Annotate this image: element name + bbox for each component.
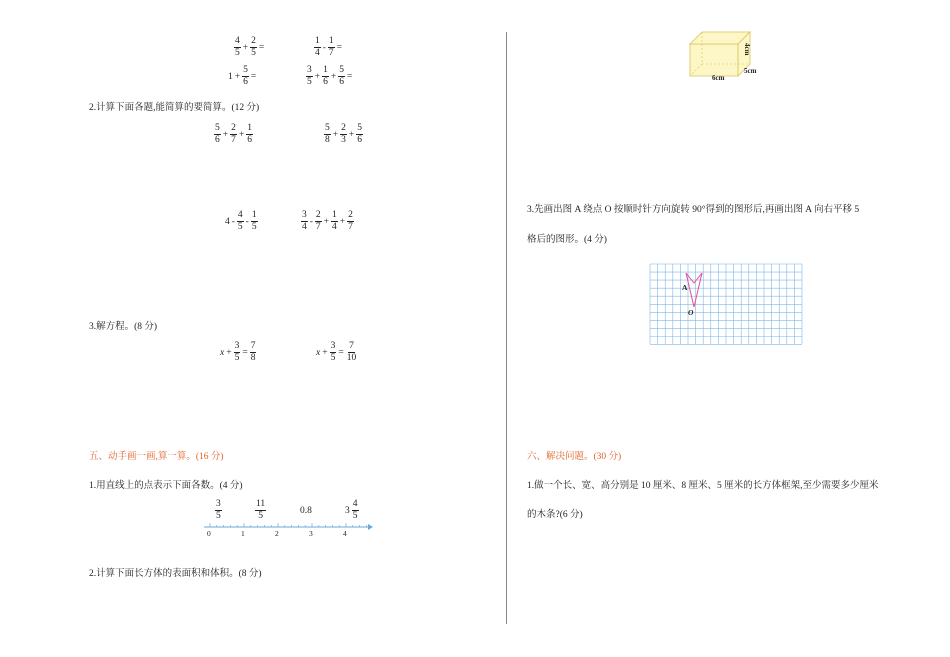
numberline-label-1: $\frac{3}{5}$: [216, 499, 221, 521]
tick-label-4: 4: [343, 529, 347, 538]
cuboid-width-label: 5cm: [744, 67, 757, 75]
cuboid-length-label: 6cm: [712, 74, 725, 82]
q2-expr-2: $\frac{5}{8}$ + $\frac{2}{3}$ + $\frac{5}{6}$: [325, 123, 362, 145]
cuboid-height-label: 4cm: [743, 43, 751, 56]
tick-label-1: 1: [241, 529, 245, 538]
section-6-question-1-line-2: 的木条?(6 分): [527, 510, 583, 520]
rotation-question-line-2: 格后的图形。(4 分): [527, 235, 607, 245]
numberline-label-4: 3 $\frac{4}{5}$: [345, 499, 358, 521]
grid-figure: [649, 263, 804, 347]
question-2-title: 2.计算下面各题,能简算的要简算。(12 分): [89, 103, 260, 113]
equation-2: x + $\frac{3}{5}$ = $\frac{7}{10}$: [316, 341, 357, 363]
shape-a: [686, 273, 702, 307]
expr-1-1: $\frac{4}{5}$ + $\frac{2}{5}$ =: [235, 36, 265, 58]
point-o-label: O: [688, 308, 694, 317]
expr-1-2: $\frac{1}{4}$ - $\frac{1}{7}$ =: [315, 36, 343, 58]
equation-1: x + $\frac{3}{5}$ = $\frac{7}{8}$: [220, 341, 256, 363]
numberline-label-2: $\frac{11}{5}$: [256, 499, 266, 521]
tick-label-2: 2: [275, 529, 279, 538]
tick-label-3: 3: [309, 529, 313, 538]
section-5-heading: 五、动手画一画,算一算。(16 分): [89, 452, 224, 462]
question-3-title: 3.解方程。(8 分): [89, 322, 158, 332]
q2-expr-3: 4 - $\frac{4}{5}$ - $\frac{1}{5}$: [225, 210, 257, 232]
section-5-question-1: 1.用直线上的点表示下面各数。(4 分): [89, 481, 243, 491]
rotation-question-line-1: 3.先画出图 A 绕点 O 按顺时针方向旋转 90°得到的图形后,再画出图 A 向右平移 5: [527, 205, 860, 215]
q2-expr-4: $\frac{3}{4}$ - $\frac{2}{7}$ + $\frac{1}{4}$ + $\frac{2}{7}$: [302, 210, 353, 232]
section-6-heading: 六、解决问题。(30 分): [527, 452, 622, 462]
numberline-label-3: 0.8: [300, 506, 312, 516]
tick-label-0: 0: [207, 529, 211, 538]
column-divider: [506, 32, 507, 624]
shape-a-label: A: [682, 283, 688, 292]
section-6-question-1-line-1: 1.做一个长、宽、高分别是 10 厘米、8 厘米、5 厘米的长方体框架,至少需要多少厘米: [527, 481, 879, 491]
section-5-question-2: 2.计算下面长方体的表面积和体积。(8 分): [89, 569, 262, 579]
number-line: [200, 520, 375, 542]
expr-2-1: 1 + $\frac{5}{6}$ =: [228, 65, 257, 87]
expr-2-2: $\frac{3}{5}$ + $\frac{1}{6}$ + $\frac{5}{6}$ =: [307, 65, 353, 87]
q2-expr-1: $\frac{5}{6}$ + $\frac{2}{7}$ + $\frac{1}{6}$: [215, 123, 252, 145]
cuboid-figure: [686, 28, 766, 84]
